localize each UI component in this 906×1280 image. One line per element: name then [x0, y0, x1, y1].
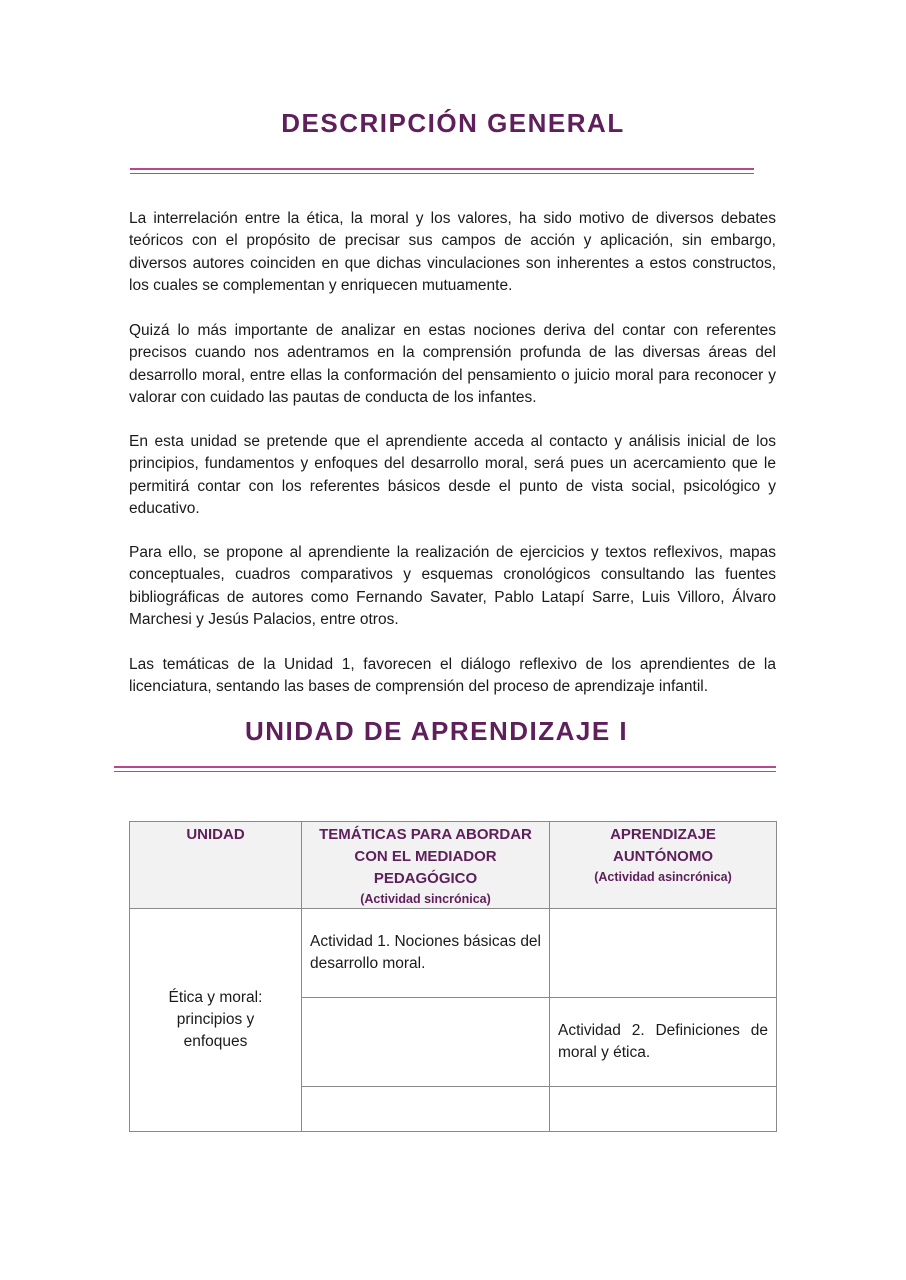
sync-activity-cell	[302, 998, 550, 1087]
sync-activity-cell: Actividad 1. Nociones básicas del desarrollo moral.	[302, 909, 550, 998]
header-aprendizaje-label: APRENDIZAJE AUNTÓNOMO	[610, 826, 716, 865]
header-aprendizaje	[550, 822, 777, 909]
title-divider-thin	[114, 771, 776, 772]
header-aprendizaje-sub: (Actividad asincrónica)	[594, 870, 732, 884]
paragraph: Quizá lo más importante de analizar en estas nociones deriva del contar con referentes precisos cuando nos adentramos en la comprensión profunda de las diversas áreas del desarrollo moral, entre ellas la conformación del pensamiento o juicio moral para reconocer y valorar con cuidado las pautas de conducta de los infantes.	[129, 322, 776, 406]
paragraph: Para ello, se propone al aprendiente la realización de ejercicios y textos reflexivos, mapas conceptuales, cuadros comparativos y esquemas cronológicos consultando las fuentes bibliográficas de autores como Fernando Savater, Pablo Latapí Sarre, Luis Villoro, Álvaro Marchesi y Jesús Palacios, entre otros.	[129, 544, 776, 628]
section-title-descripcion: DESCRIPCIÓN GENERAL	[281, 108, 625, 138]
async-activity-cell	[550, 1087, 777, 1132]
title-divider-thin	[130, 173, 754, 174]
learning-unit-table	[129, 821, 777, 1132]
async-activity-cell: Actividad 2. Definiciones de moral y ética.	[550, 998, 777, 1087]
header-tematicas-label: TEMÁTICAS PARA ABORDAR CON EL MEDIADOR PEDAGÓGICO	[319, 826, 532, 887]
header-tematicas	[302, 822, 550, 909]
async-activity-cell	[550, 909, 777, 998]
title-divider	[130, 168, 754, 170]
header-tematicas-sub: (Actividad sincrónica)	[360, 892, 491, 906]
unit-name: Ética y moral: principios y enfoques	[168, 988, 263, 1051]
table-header-row	[130, 822, 777, 909]
table-row	[130, 909, 777, 998]
sync-activity-cell	[302, 1087, 550, 1132]
unit-name-cell	[130, 909, 302, 1132]
title-divider	[114, 766, 776, 768]
paragraph: En esta unidad se pretende que el aprendiente acceda al contacto y análisis inicial de los principios, fundamentos y enfoques del desarrollo moral, será pues un acercamiento que le permitirá contar con los referentes básicos desde el punto de vista social, psicológico y educativo.	[129, 433, 776, 517]
section-title-unidad: UNIDAD DE APRENDIZAJE I	[245, 716, 629, 746]
paragraph: Las temáticas de la Unidad 1, favorecen el diálogo reflexivo de los aprendientes de la licenciatura, sentando las bases de comprensión del proceso de aprendizaje infantil.	[129, 656, 776, 696]
paragraph: La interrelación entre la ética, la moral y los valores, ha sido motivo de diversos debates teóricos con el propósito de precisar sus campos de acción y aplicación, sin embargo, diversos autores coinciden en que dichas vinculaciones son inherentes a estos constructos, los cuales se complementan y enriquecen mutuamente.	[129, 210, 776, 294]
header-unidad: UNIDAD	[130, 822, 302, 909]
